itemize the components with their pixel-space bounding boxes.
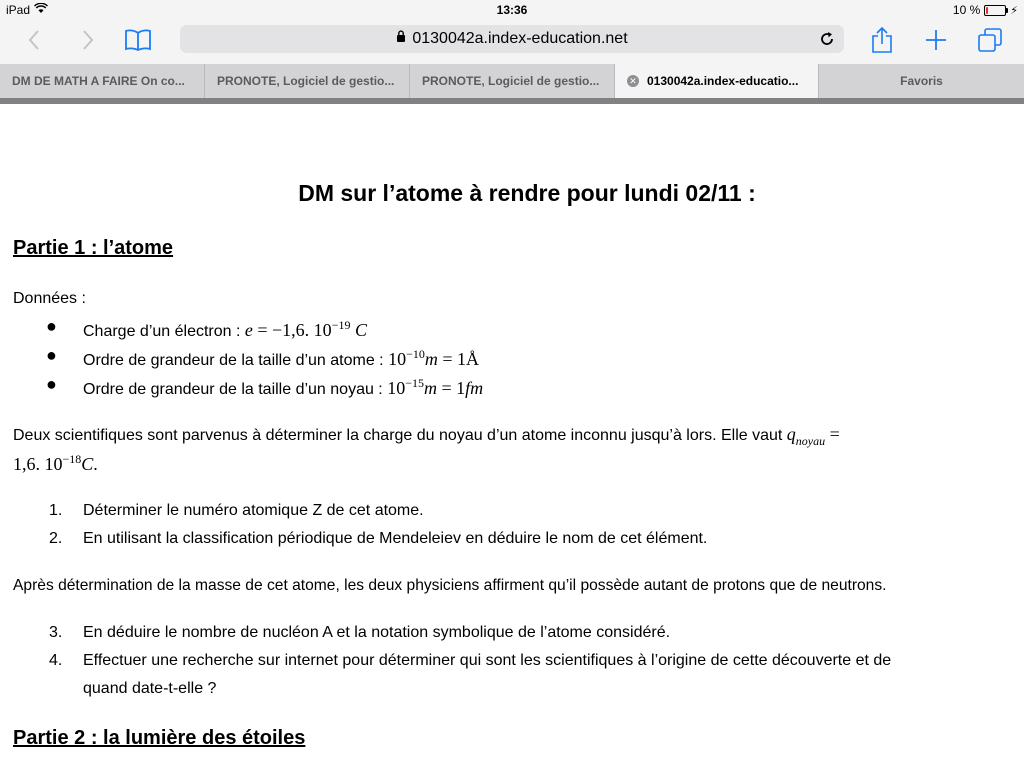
part2-heading: Partie 2 : la lumière des étoiles (13, 727, 306, 749)
math-exp: −15 (405, 376, 424, 390)
clock: 13:36 (496, 3, 528, 17)
charging-icon: ⚡ (1010, 4, 1018, 17)
tabs-overview-button[interactable] (972, 24, 1008, 56)
question-number: 1. (49, 502, 63, 519)
document-title: DM sur l’atome à rendre pour lundi 02/11 : (298, 180, 756, 206)
browser-toolbar (0, 20, 1024, 64)
tab-pronote-1[interactable] (205, 64, 410, 98)
share-button[interactable] (864, 24, 900, 56)
bullet-electron-charge (83, 318, 367, 341)
bullet-atom-size (83, 347, 479, 370)
bullet-dot: ● (46, 374, 57, 394)
middle-paragraph: Après détermination de la masse de cet atome, les deux physiciens affirment qu’il possède autant de protons que de neutrons. (13, 577, 887, 594)
tab-label: Favoris (900, 74, 943, 88)
math-part: = 1Å (437, 349, 480, 369)
url-bar[interactable] (180, 25, 844, 53)
question-1: Déterminer le numéro atomique Z de cet atome. (83, 502, 424, 519)
tab-index-education[interactable] (615, 64, 819, 98)
bullet-text: Ordre de grandeur de la taille d’un noyau : (83, 381, 388, 398)
tab-label: PRONOTE, Logiciel de gestio... (422, 74, 600, 88)
url-display (180, 30, 844, 48)
math-var: C (81, 454, 94, 474)
donnees-label: Données : (13, 290, 86, 307)
share-icon (871, 26, 893, 54)
math-var: fm (465, 378, 484, 398)
chevron-right-icon (81, 29, 95, 51)
math-part: = −1,6. 10 (252, 320, 332, 340)
bullet-text: Charge d’un électron : (83, 323, 245, 340)
math-atom-size (388, 349, 479, 369)
tab-label: 0130042a.index-educatio... (647, 74, 799, 88)
question-4: Effectuer une recherche sur internet pour déterminer qui sont les scientifiques à l’origine de cette découverte et de (83, 652, 892, 669)
device-label: iPad (6, 3, 31, 17)
reload-icon (819, 31, 835, 47)
math-exp: −19 (331, 318, 351, 332)
bookmarks-button[interactable] (120, 24, 156, 56)
bullet-nucleus-size (83, 376, 483, 399)
reload-button[interactable] (816, 28, 838, 50)
question-number: 4. (49, 652, 63, 669)
math-part: 10 (387, 378, 406, 398)
math-electron (245, 320, 367, 340)
tab-label: DM DE MATH A FAIRE On co... (12, 74, 185, 88)
math-var: m (424, 349, 438, 369)
question-number: 2. (49, 530, 63, 547)
close-tab-icon[interactable]: ✕ (627, 75, 639, 87)
math-part: = (825, 424, 840, 444)
question-2: En utilisant la classification périodique de Mendeleiev en déduire le nom de cet élément. (83, 530, 708, 547)
math-var: m (423, 378, 437, 398)
bullet-dot: ● (46, 345, 57, 365)
intro-line-1 (13, 424, 840, 449)
forward-button[interactable] (70, 24, 106, 56)
tab-favoris[interactable] (819, 64, 1024, 98)
url-text: 0130042a.index-education.net (412, 30, 628, 47)
math-var: q (786, 424, 796, 444)
battery-icon (984, 5, 1006, 16)
math-part: . (93, 454, 98, 474)
question-number: 3. (49, 624, 63, 641)
math-sub: noyau (795, 434, 826, 448)
bullet-text: Ordre de grandeur de la taille d’un atome : (83, 352, 389, 369)
intro-text: Deux scientifiques sont parvenus à déterminer la charge du noyau d’un atome inconnu jusqu’à lors. Elle vaut (13, 427, 787, 444)
math-exp: −18 (62, 452, 82, 466)
question-4-continued: quand date-t-elle ? (83, 680, 217, 697)
tab-label: PRONOTE, Logiciel de gestio... (217, 74, 395, 88)
part1-heading: Partie 1 : l’atome (13, 237, 174, 259)
chevron-left-icon (27, 29, 41, 51)
math-part: = 1 (436, 378, 466, 398)
tab-bar (0, 64, 1024, 98)
math-part: 1,6. 10 (13, 454, 63, 474)
tab-pronote-2[interactable] (410, 64, 615, 98)
bullet-dot: ● (46, 316, 57, 336)
status-bar (0, 0, 1024, 20)
math-exp: −10 (406, 347, 425, 361)
status-right (953, 3, 1018, 17)
math-charge-value (13, 454, 98, 474)
lock-icon (396, 30, 406, 48)
book-icon (124, 29, 152, 51)
new-tab-button[interactable] (918, 24, 954, 56)
tabs-icon (977, 27, 1003, 53)
back-button[interactable] (16, 24, 52, 56)
battery-fill (986, 7, 988, 14)
math-nucleus-size (387, 378, 483, 398)
plus-icon (925, 29, 947, 51)
math-part: 10 (388, 349, 407, 369)
battery-percent: 10 % (952, 3, 981, 17)
math-var: C (350, 320, 367, 340)
math-var: e (244, 320, 253, 340)
document-page (0, 104, 1024, 768)
tab-dm-math[interactable] (0, 64, 205, 98)
question-3: En déduire le nombre de nucléon A et la notation symbolique de l’atome considéré. (83, 624, 671, 641)
math-charge (786, 424, 840, 448)
intro-line-2 (13, 452, 98, 475)
